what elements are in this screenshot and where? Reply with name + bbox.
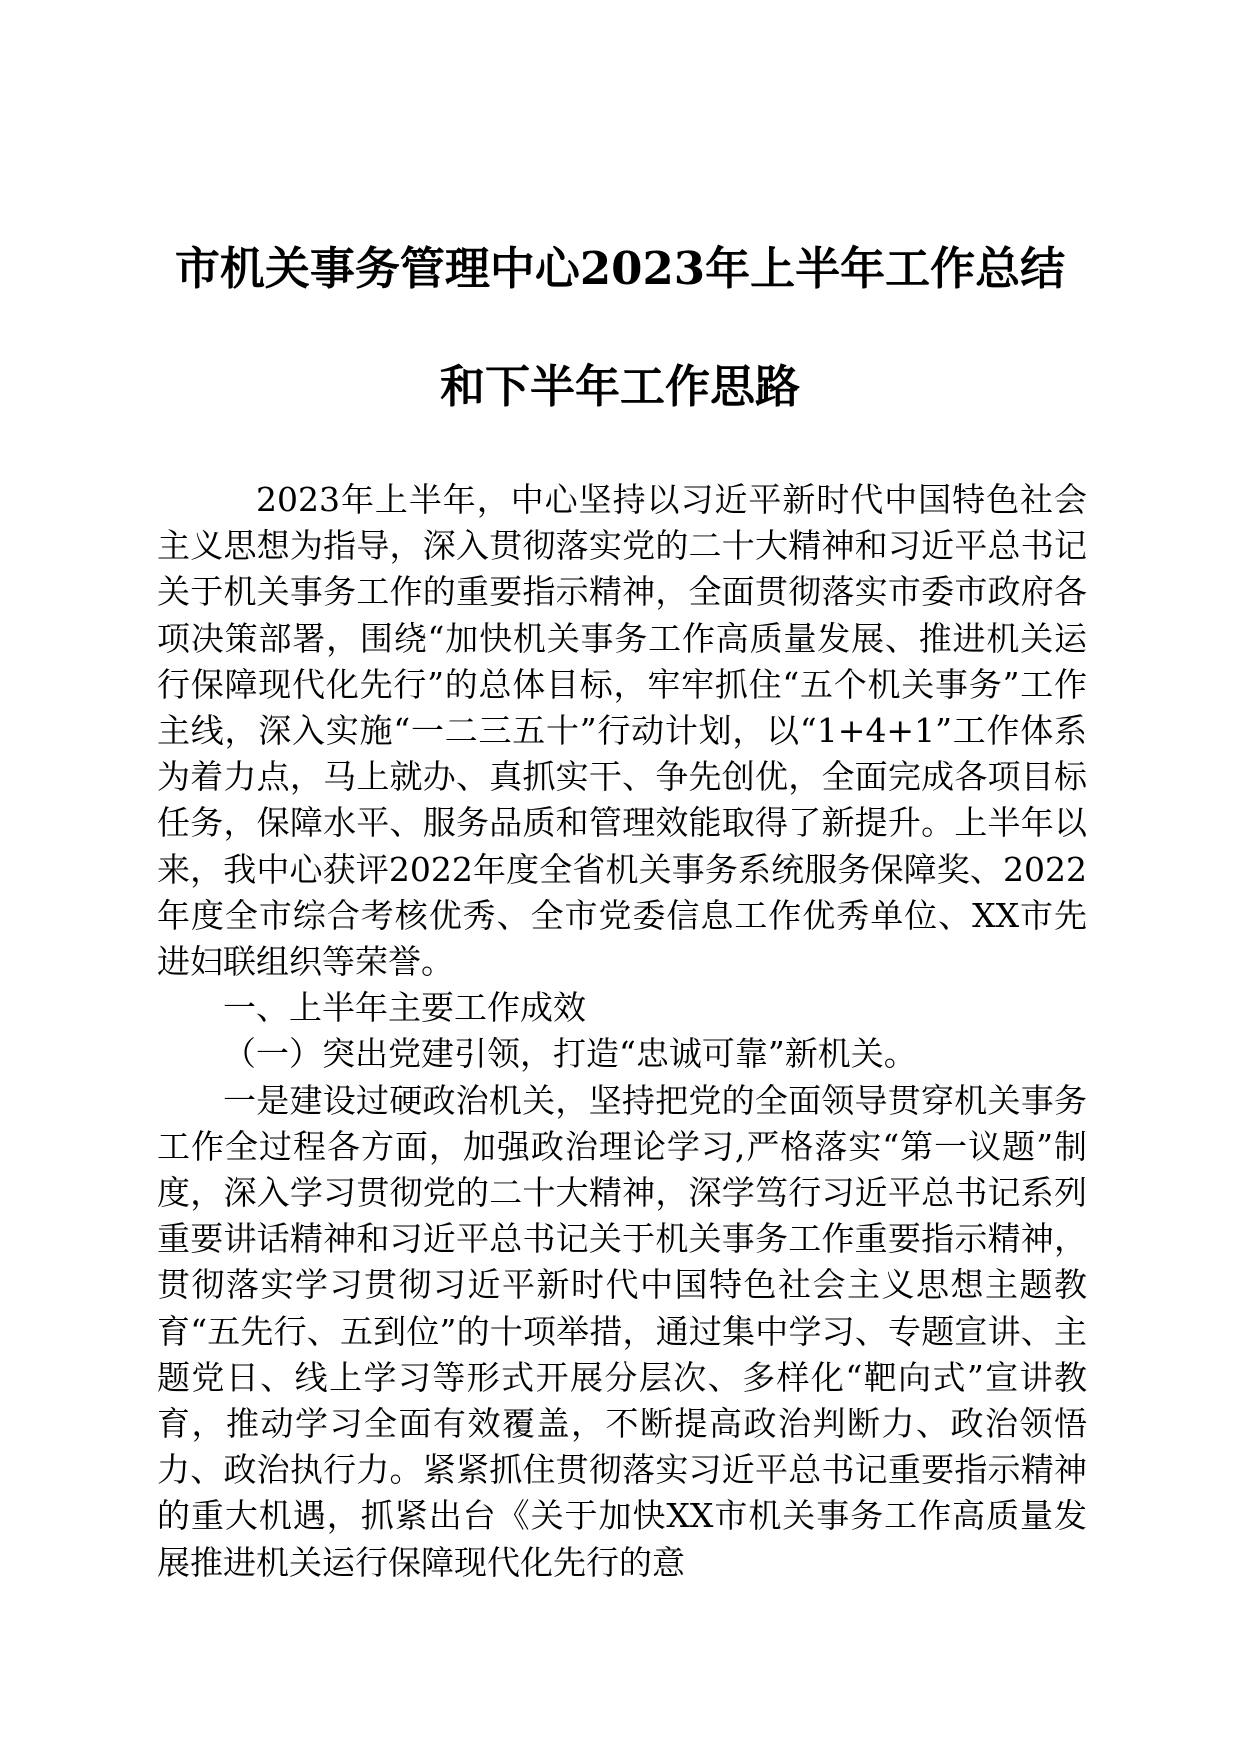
body-paragraph: 一是建设过硬政治机关，坚持把党的全面领导贯穿机关事务工作全过程各方面，加强政治理论学习,严格落实“第一议题”制度，深入学习贯彻党的二十大精神，深学笃行习近平总书记系列重要讲话精神和习近平总书记关于机关事务工作重要指示精神，贯彻落实学习贯彻习近平新时代中国特色社会主义思想主题教育“五先行、五到位”的十项举措，通过集中学习、专题宣讲、主题党日、线上学习等形式开展分层次、多样化“靶向式”宣讲教育，推动学习全面有效覆盖，不断提高政治判断力、政治领悟力、政治执行力。紧紧抓住贯彻落实习近平总书记重要指示精神的重大机遇，抓紧出台《关于加快XX市机关事务工作高质量发展推进机关运行保障现代化先行的意	[157, 1080, 1087, 1582]
document-body	[157, 477, 1087, 1586]
intro-paragraph: 2023年上半年，中心坚持以习近平新时代中国特色社会主义思想为指导，深入贯彻落实党的二十大精神和习近平总书记关于机关事务工作的重要指示精神，全面贯彻落实市委市政府各项决策部署，围绕“加快机关事务工作高质量发展、推进机关运行保障现代化先行”的总体目标，牢牢抓住“五个机关事务”工作主线，深入实施“一二三五十”行动计划，以“1+4+1”工作体系为着力点，马上就办、真抓实干、争先创优，全面完成各项目标任务，保障水平、服务品质和管理效能取得了新提升。上半年以来，我中心获评2022年度全省机关事务系统服务保障奖、2022年度全市综合考核优秀、全市党委信息工作优秀单位、XX市先进妇联组织等荣誉。	[157, 480, 1087, 982]
document-title-line-1: 市机关事务管理中心2023年上半年工作总结	[174, 242, 1066, 295]
subsection-heading: （一）突出党建引领，打造“忠诚可靠”新机关。	[223, 1034, 917, 1074]
section-heading: 一、上半年主要工作成效	[223, 988, 586, 1028]
document-title-line-2: 和下半年工作思路	[439, 360, 800, 413]
